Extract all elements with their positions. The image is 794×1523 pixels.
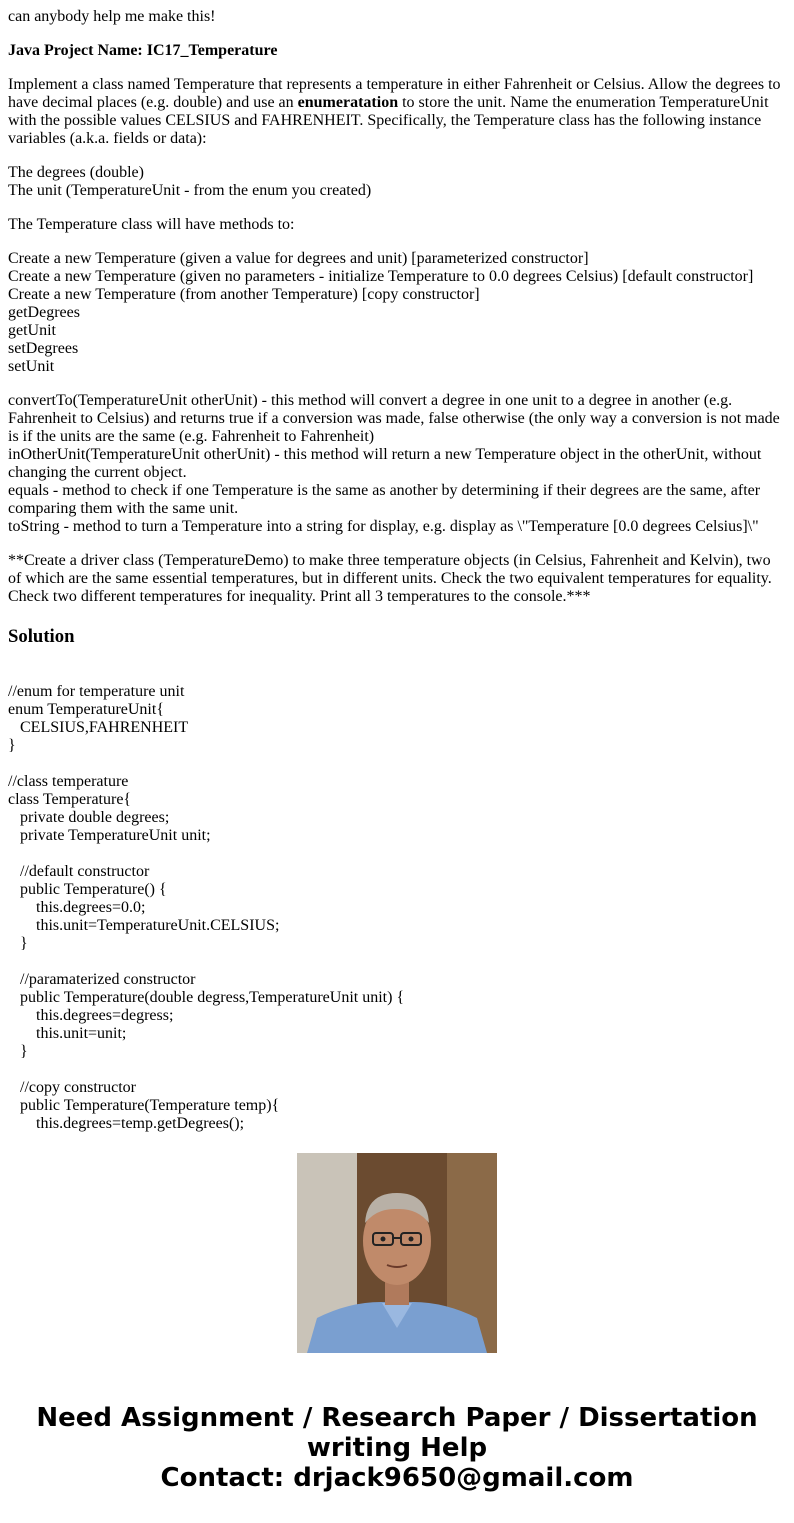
promo-line: Need Assignment / Research Paper / Dissertation <box>36 1403 758 1433</box>
project-name: Java Project Name: IC17_Temperature <box>8 42 278 59</box>
solution-heading: Solution <box>8 626 75 647</box>
methods-intro: The Temperature class will have methods to: <box>8 216 295 233</box>
code-line: public Temperature(Temperature temp){ <box>8 1097 280 1114</box>
code-line: } <box>8 737 16 754</box>
code-line: this.unit=TemperatureUnit.CELSIUS; <box>8 917 280 934</box>
code-line: //default constructor <box>8 863 150 880</box>
description-text: Implement a class named Temperature that represents a temperature in either Fahrenheit or Celsius. Allow the degrees to have decimal places (e.g. double) and use an <box>8 76 781 111</box>
code-line: this.degrees=0.0; <box>8 899 146 916</box>
code-line: public Temperature() { <box>8 881 167 898</box>
method-item: Create a new Temperature (given no parameters - initialize Temperature to 0.0 degrees Celsius) [default constructor] <box>8 268 754 285</box>
code-line: //copy constructor <box>8 1079 136 1096</box>
methods-list <box>8 250 753 376</box>
method-detail: convertTo(TemperatureUnit otherUnit) - this method will convert a degree in one unit to a degree in another (e.g. Fahrenheit to Celsius) and returns true if a conversion was made, false otherwise (the only way a conversion is not made is if the units are the same (e.g. Fahrenheit to Fahrenheit) <box>8 392 780 445</box>
author-photo <box>297 1153 497 1353</box>
code-line: enum TemperatureUnit{ <box>8 701 164 718</box>
code-line: //enum for temperature unit <box>8 683 185 700</box>
question-intro: can anybody help me make this! <box>8 8 216 25</box>
method-details <box>8 392 784 536</box>
method-item: setDegrees <box>8 340 79 357</box>
description-text-end: to store the unit. Name the enumeration TemperatureUnit with the possible values CELSIUS and FAHRENHEIT. Specifically, the Temperature class has the following instance variables (a.k.a. fields or data): <box>8 94 769 147</box>
code-line: private double degrees; <box>8 809 170 826</box>
code-line <box>8 953 784 971</box>
code-line: this.degrees=temp.getDegrees(); <box>8 1115 245 1132</box>
code-line <box>8 1061 784 1079</box>
code-line: //paramaterized constructor <box>8 971 196 988</box>
method-detail: equals - method to check if one Temperature is the same as another by determining if their degrees are the same, after comparing them with the same unit. <box>8 482 761 517</box>
fields-list <box>8 164 371 200</box>
code-line: class Temperature{ <box>8 791 132 808</box>
code-line: private TemperatureUnit unit; <box>8 827 211 844</box>
method-item: getUnit <box>8 322 56 339</box>
method-detail: inOtherUnit(TemperatureUnit otherUnit) - this method will return a new Temperature object in the otherUnit, without changing the current object. <box>8 446 762 481</box>
code-line: } <box>8 1043 28 1060</box>
method-detail: toString - method to turn a Temperature into a string for display, e.g. display as \"Temperature [0.0 degrees Celsius]\" <box>8 518 759 535</box>
code-line: //class temperature <box>8 773 129 790</box>
method-item: getDegrees <box>8 304 80 321</box>
description-bold: enumeratation <box>297 94 399 111</box>
code-line <box>8 845 784 863</box>
field-item: The degrees (double) <box>8 164 144 181</box>
driver-instructions: **Create a driver class (TemperatureDemo) to make three temperature objects (in Celsius, Fahrenheit and Kelvin), two of which are the same essential temperatures, but in different units. Check the two equivalent temperatures for equality. Check two different temperatures for inequality. Print all 3 temperatures to the console.*** <box>8 552 772 605</box>
solution-code <box>8 683 784 1132</box>
method-item: Create a new Temperature (from another Temperature) [copy constructor] <box>8 286 480 303</box>
project-description <box>8 76 784 148</box>
author-photo-image <box>297 1153 497 1353</box>
method-item: setUnit <box>8 358 55 375</box>
promo-banner <box>0 1403 794 1493</box>
code-line: this.degrees=degress; <box>8 1007 174 1024</box>
code-line: } <box>8 935 28 952</box>
code-line <box>8 755 784 773</box>
code-line: public Temperature(double degress,TemperatureUnit unit) { <box>8 989 405 1006</box>
method-item: Create a new Temperature (given a value for degrees and unit) [parameterized constructor] <box>8 250 589 267</box>
code-line: this.unit=unit; <box>8 1025 127 1042</box>
code-line: CELSIUS,FAHRENHEIT <box>8 719 189 736</box>
promo-contact: Contact: drjack9650@gmail.com <box>160 1463 634 1493</box>
promo-line: writing Help <box>306 1433 488 1463</box>
field-item: The unit (TemperatureUnit - from the enum you created) <box>8 182 372 199</box>
